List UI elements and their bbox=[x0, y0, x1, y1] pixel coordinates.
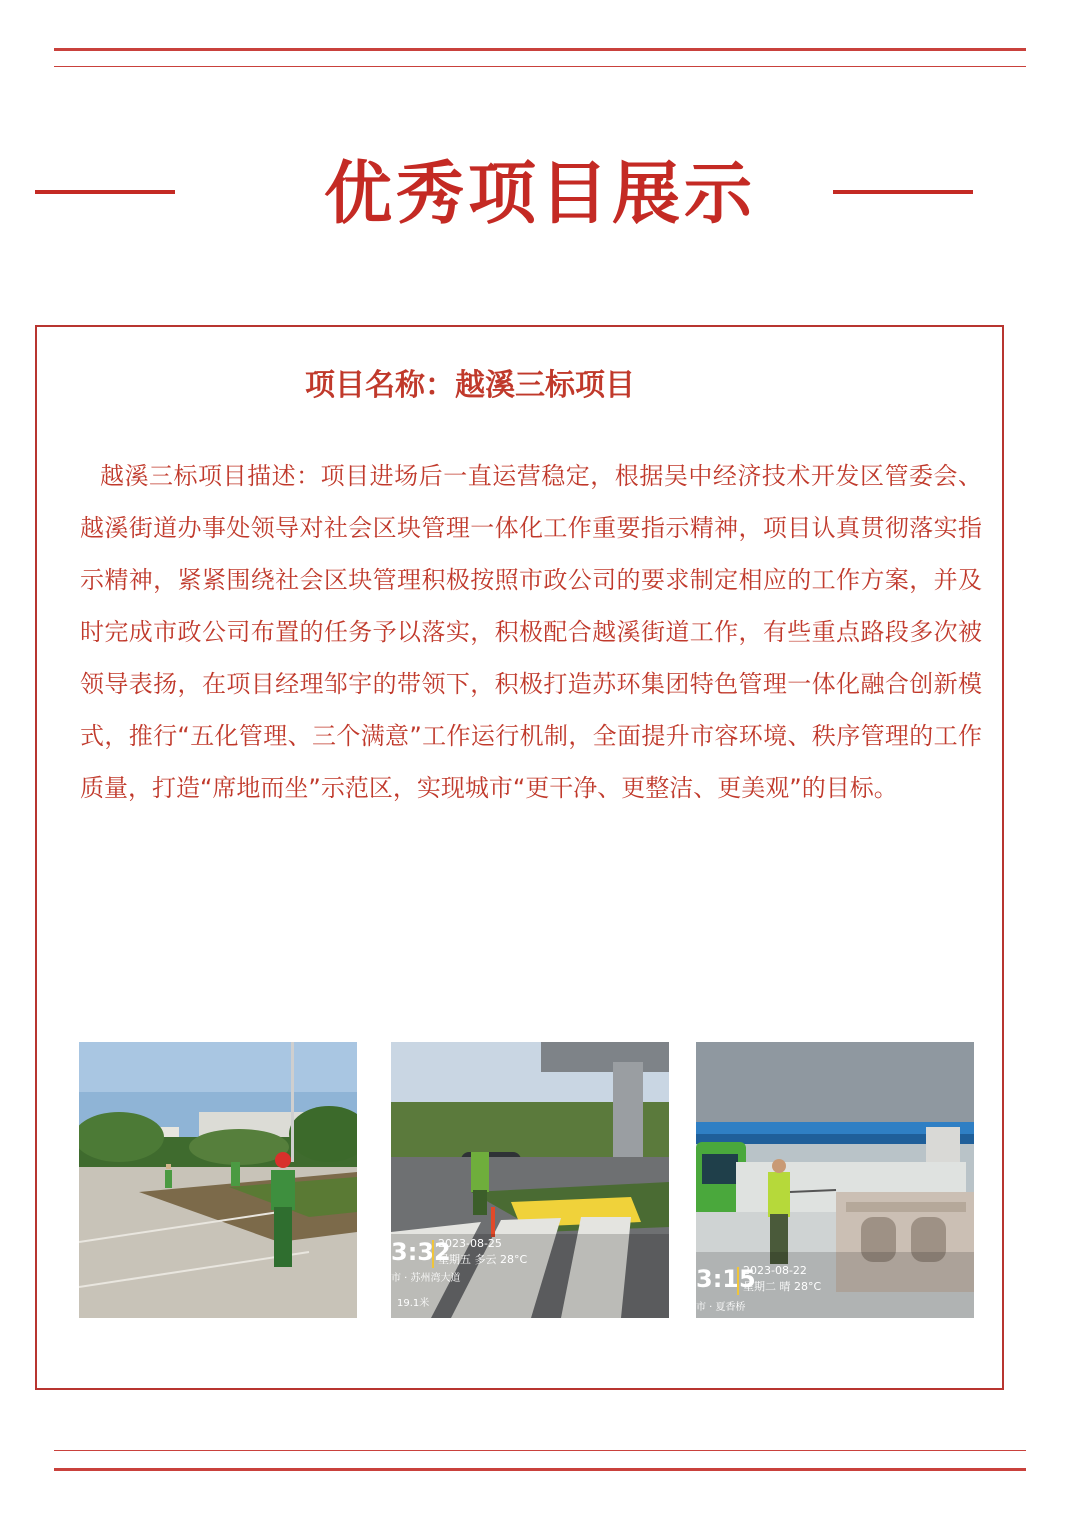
photo3-stamp-weather: 星期二 晴 28°C bbox=[743, 1280, 822, 1293]
bottom-rule-thin bbox=[54, 1450, 1026, 1451]
photo3-stamp-time: 3:15 bbox=[696, 1265, 756, 1293]
photo-bridge-washing-image bbox=[696, 1042, 974, 1318]
photo3-stamp-date: 2023-08-22 bbox=[743, 1264, 807, 1277]
project-name: 项目名称：越溪三标项目 bbox=[305, 368, 635, 403]
photo2-stamp-weather: 星期五 多云 28°C bbox=[438, 1253, 528, 1266]
title-right-bar bbox=[833, 190, 973, 194]
photo-crosswalk-cleaning-image bbox=[391, 1042, 669, 1318]
photo2-stamp-time: 3:32 bbox=[391, 1238, 451, 1266]
photo-hedge-trimming-image bbox=[79, 1042, 357, 1318]
page-title: 优秀项目展示 bbox=[323, 155, 756, 234]
photo-crosswalk-cleaning bbox=[391, 1042, 669, 1318]
top-rule-thick bbox=[54, 48, 1026, 51]
photo2-stamp-altitude: 19.1米 bbox=[397, 1298, 430, 1309]
bottom-rule-thick bbox=[54, 1468, 1026, 1471]
photo2-stamp-date: 2023-08-25 bbox=[438, 1237, 502, 1250]
photo-hedge-trimming bbox=[79, 1042, 357, 1318]
photo3-stamp-location: 市 · 夏香桥 bbox=[696, 1302, 746, 1313]
photo2-stamp-location: 市 · 苏州湾大道 bbox=[391, 1273, 461, 1284]
top-rule-thin bbox=[54, 66, 1026, 67]
project-description: 越溪三标项目描述：项目进场后一直运营稳定，根据吴中经济技术开发区管委会、越溪街道办事处领导对社会区块管理一体化工作重要指示精神，项目认真贯彻落实指示精神，紧紧围绕社会区块管理积极按照市政公司的要求制定相应的工作方案，并及时完成市政公司布置的任务予以落实，积极配合越溪街道工作，有些重点路段多次被领导表扬，在项目经理邹宇的带领下，积极打造苏环集团特色管理一体化融合创新模式，推行“五化管理、三个满意”工作运行机制，全面提升市容环境、秩序管理的工作质量，打造“席地而坐”示范区，实现城市“更干净、更整洁、更美观”的目标。 bbox=[80, 462, 982, 802]
photo-bridge-washing bbox=[696, 1042, 974, 1318]
